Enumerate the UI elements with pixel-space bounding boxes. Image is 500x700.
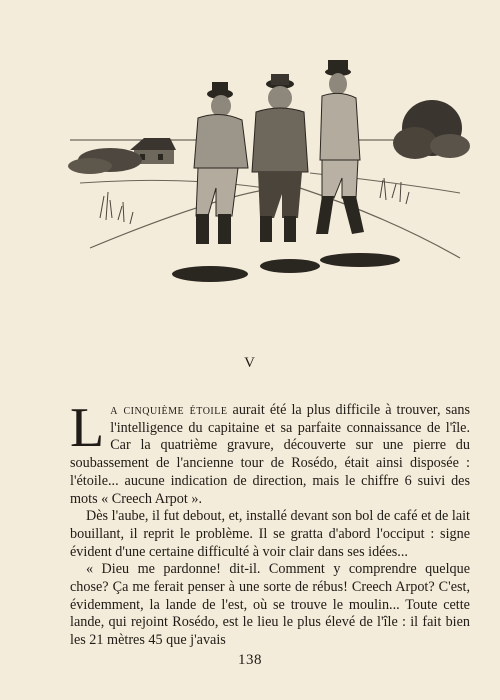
opening-paragraph bbox=[70, 397, 470, 508]
paragraph: « Dieu me pardonne! dit-il. Comment y comprendre quelque chose? Ça me ferait penser à une sorte de rébus! Creech Arpot? C'est, évidemment, la lande de l'est, où se trouve le moulin... Toute cette lande, qui rejoint Rosédo, est le lieu le plus élevé de l'île : il fait bien les 21 mètres 45 que j'avais bbox=[70, 561, 470, 649]
tree-drawing bbox=[393, 100, 470, 159]
chapter-number: V bbox=[244, 355, 256, 371]
opening-smallcaps: a cinquième étoile bbox=[110, 402, 228, 418]
page-number: 138 bbox=[238, 652, 262, 668]
opening-text: aurait été la plus difficile à trouver, sans l'intelligence du capitaine et sa parfaite connaissance de l'île. Car la quatrième gravure, découverte sur une pierre du soubassement de l'ancienne tour de Rosédo, était ainsi disposée : l'étoile... aucune indication de direction, mais le chiffre 6 suivi des mots « Creech Arpot ». bbox=[70, 402, 470, 507]
man-left-figure bbox=[194, 82, 248, 244]
man-middle-figure bbox=[252, 74, 308, 242]
three-men-walking-illustration bbox=[60, 48, 470, 288]
man-right-figure bbox=[316, 60, 364, 234]
body-text bbox=[70, 397, 470, 650]
paragraph: Dès l'aube, il fut debout, et, installé devant son bol de café et de lait bouillant, il reprit le problème. Il se gratta d'abord l'occiput : signe évident d'une certaine difficulté à voir clair dans ses idées... bbox=[70, 508, 470, 560]
drop-cap: L bbox=[70, 397, 105, 459]
